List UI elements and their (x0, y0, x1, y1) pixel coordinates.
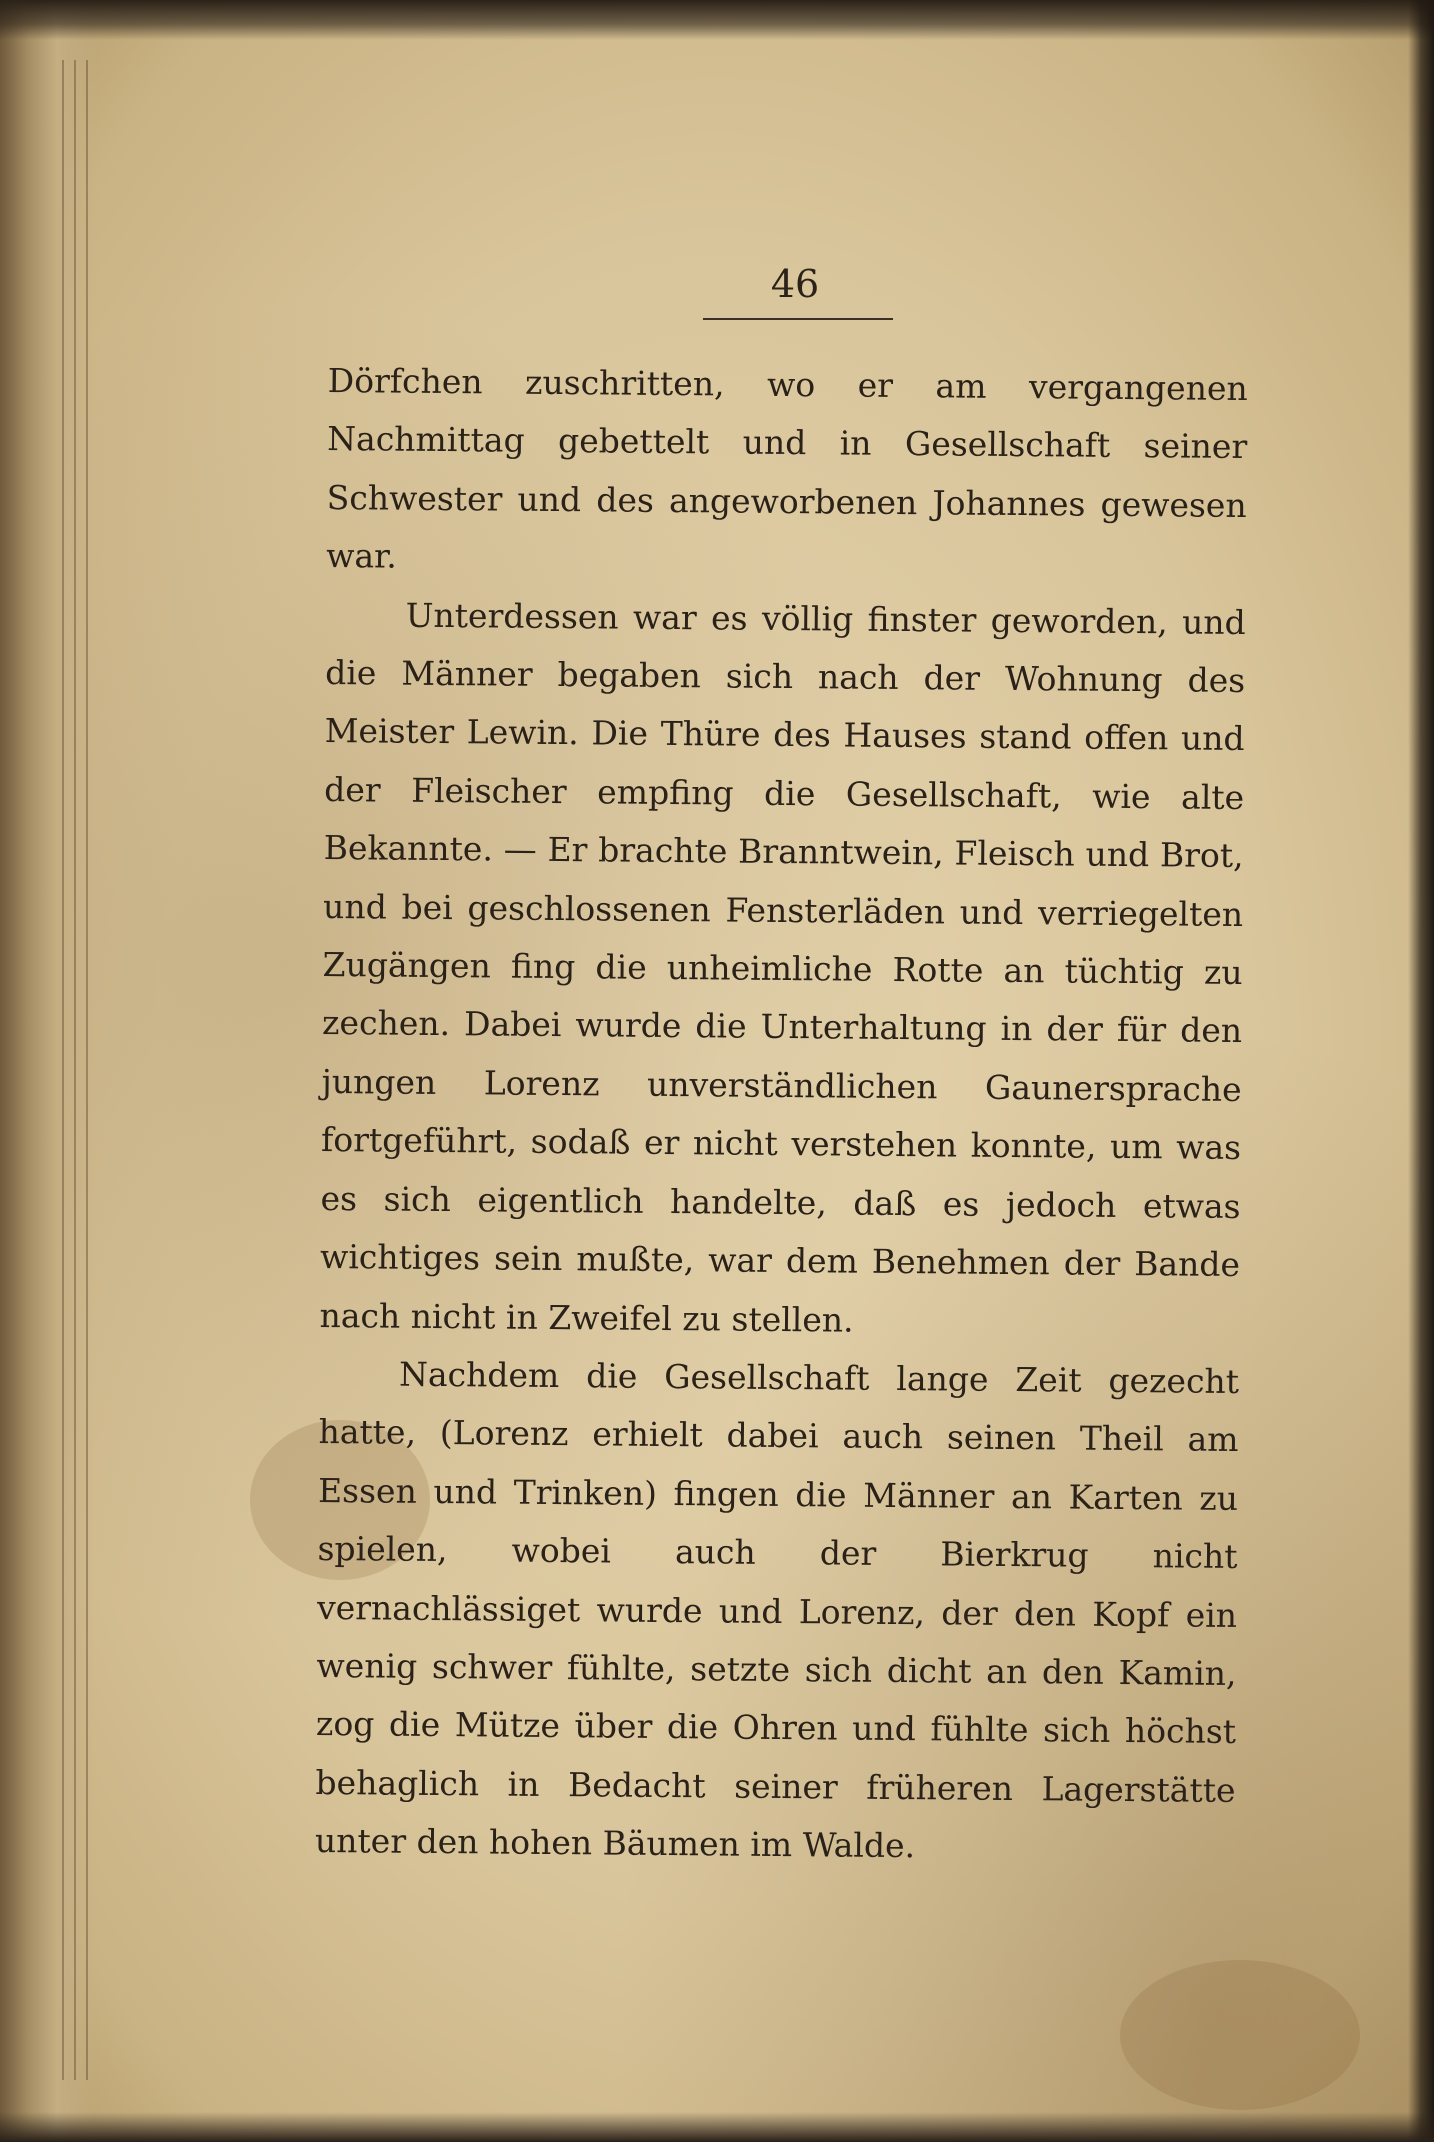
paper-stain (1120, 1960, 1360, 2110)
paragraph: Unterdessen war es völlig finster geworden, und die Männer begaben sich nach der Wohnung des Meister Lewin. Die Thüre des Hauses stand offen und der Fleischer empfing die Gesellschaft, wie alte Bekannte. — Er brachte Branntwein, Fleisch und Brot, und bei geschlossenen Fensterläden und verriegelten Zugängen fing die unheimliche Rotte an tüchtig zu zechen. Dabei wurde die Unterhaltung in der für den jungen Lorenz unverständlichen Gaunersprache fortgeführt, sodaß er nicht verstehen konnte, um was es sich eigentlich handelte, daß es jedoch etwas wichtiges sein mußte, war dem Benehmen der Bande nach nicht in Zweifel zu stellen. (319, 595, 1246, 1340)
page-leaf-edge (74, 60, 76, 2080)
body-text (315, 352, 1248, 1879)
page-leaf-edge (62, 60, 64, 2080)
page-leaf-edge (86, 60, 88, 2080)
page-binding-edge (0, 0, 95, 2142)
page-number-rule (703, 318, 893, 320)
scan-shadow-bottom (0, 2112, 1434, 2142)
paragraph: Nachdem die Gesellschaft lange Zeit gezecht hatte, (Lorenz erhielt dabei auch seinen Theil am Essen und Trinken) fingen die Männer an Karten zu spielen, wobei auch der Bierkrug nicht vernachlässiget wurde und Lorenz, der den Kopf ein wenig schwer fühlte, setzte sich dicht an den Kamin, zog die Mütze über die Ohren und fühlte sich höchst behaglich in Bedacht seiner früheren Lagerstätte unter den hohen Bäumen im Walde. (314, 1354, 1240, 1866)
scan-shadow-top (0, 0, 1434, 40)
scan-shadow-right (1408, 0, 1434, 2142)
page-number: 46 (770, 262, 820, 306)
paragraph: Dörfchen zuschritten, wo er am vergangenen Nachmittag gebettelt und in Gesellschaft seiner Schwester und des angeworbenen Johannes gewesen war. (326, 360, 1248, 576)
